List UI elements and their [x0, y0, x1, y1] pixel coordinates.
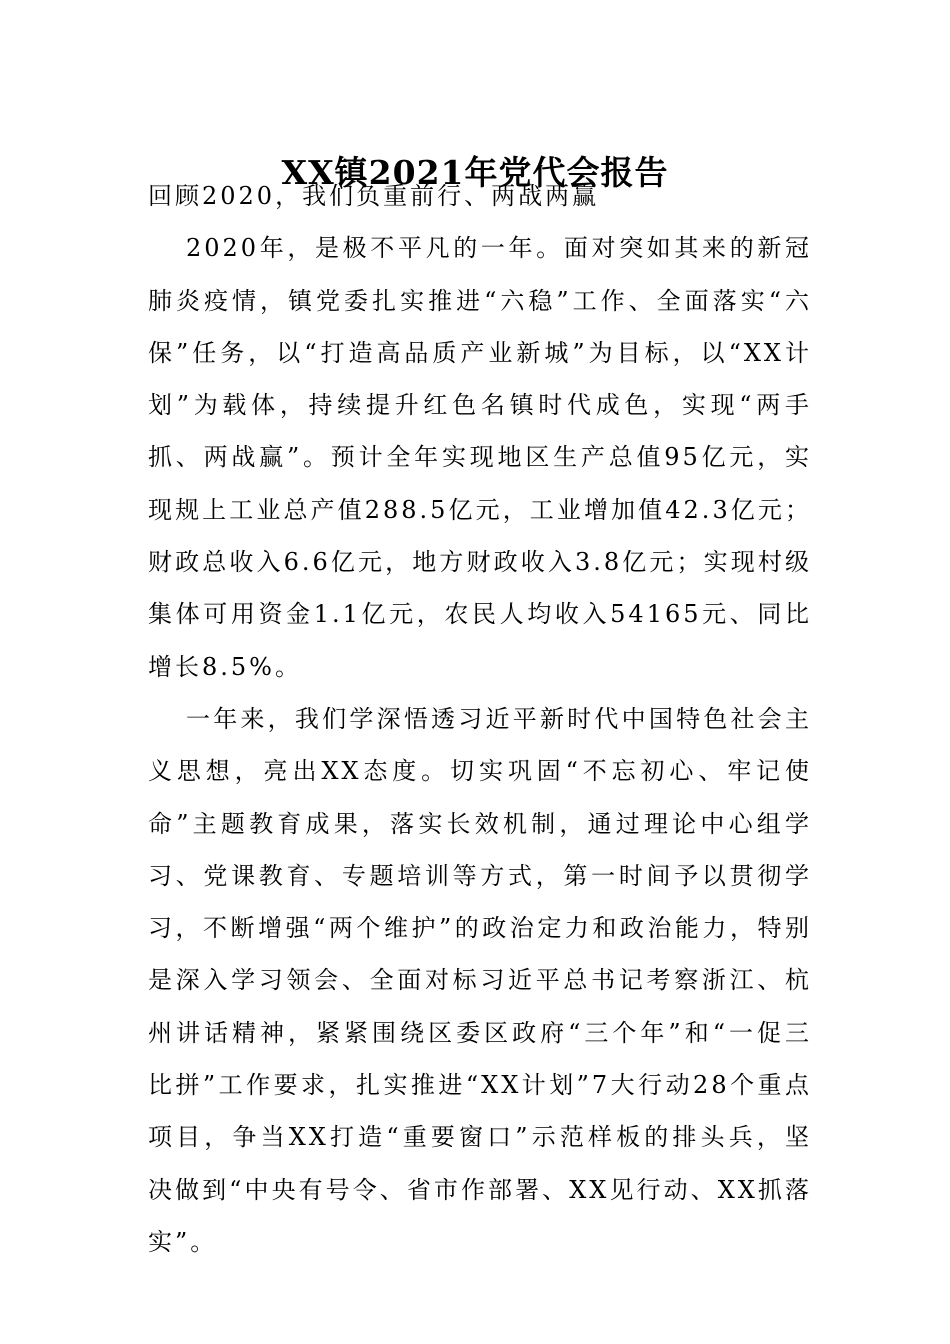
paragraph-2: 一年来，我们学深悟透习近平新时代中国特色社会主义思想，亮出XX态度。切实巩固“不忘初心、牢记使命”主题教育成果，落实长效机制，通过理论中心组学习、党课教育、专题培训等方式，第一时间予以贯彻学习，不断增强“两个维护”的政治定力和政治能力，特别是深入学习领会、全面对标习近平总书记考察浙江、杭州讲话精神，紧紧围绕区委区政府“三个年”和“一促三比拼”工作要求，扎实推进“XX计划”7大行动28个重点项目，争当XX打造“重要窗口”示范样板的排头兵，坚决做到“中央有号令、省市作部署、XX见行动、XX抓落实”。 — [148, 704, 812, 1256]
document-title: XX镇2021年党代会报告 — [281, 153, 669, 193]
paragraph-1: 2020年，是极不平凡的一年。面对突如其来的新冠肺炎疫情，镇党委扎实推进“六稳”工作、全面落实“六保”任务，以“打造高品质产业新城”为目标，以“XX计划”为载体，持续提升红色名镇时代成色，实现“两手抓、两战赢”。预计全年实现地区生产总值95亿元，实现规上工业总产值288.5亿元，工业增加值42.3亿元；财政总收入6.6亿元，地方财政收入3.8亿元；实现村级集体可用资金1.1亿元，农民人均收入54165元、同比增长8.5%。 — [148, 234, 812, 681]
document-body — [148, 170, 812, 1268]
section-heading: 回顾2020，我们负重前行、两战两赢 — [148, 182, 600, 210]
